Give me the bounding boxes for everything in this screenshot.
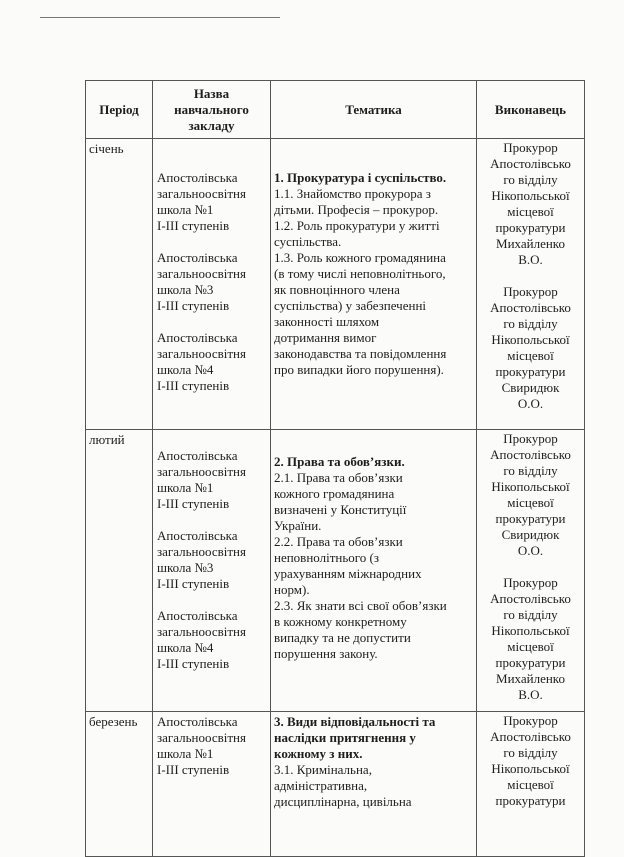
executor-entry [477,431,584,559]
school-line: I-III ступенів [157,218,230,233]
executor-line: Прокурор [503,431,558,446]
executor-line: місцевої [507,639,554,654]
executor-line: прокуратури [495,793,566,808]
table-row [86,430,585,712]
topic-line: (в тому числі неповнолітнього, [274,266,446,281]
executor-line: го відділу [503,463,558,478]
executor-line: О.О. [517,543,544,558]
executor-line: Апостолівсько [490,729,571,744]
topic-line: неповнолітнього (з [274,550,379,565]
period-cell: січень [86,139,153,430]
executor-entry [477,713,584,809]
school-entry [157,714,270,778]
executor-entry [477,575,584,703]
executor-line: Михайленко [496,236,565,251]
executor-line: прокуратури [495,655,566,670]
topic-line: як повноцінного члена [274,282,400,297]
school-cell [153,139,271,430]
school-line: I-III ступенів [157,496,230,511]
school-line: загальноосвітня [157,464,246,479]
executor-line: Нікопольської [491,761,570,776]
school-line: школа №4 [157,362,214,377]
executor-line: В.О. [518,252,543,267]
header-school-line: закладу [188,117,235,133]
header-topic: Тематика [271,81,477,139]
executor-line: місцевої [507,495,554,510]
topic-line: законності шляхом [274,314,380,329]
header-school [153,81,271,139]
topic-line: 1.2. Роль прокуратури у житті [274,218,440,233]
executor-line: Прокурор [503,575,558,590]
school-line: I-III ступенів [157,298,230,313]
school-line: школа №1 [157,202,214,217]
executor-cell [477,139,585,430]
executor-line: го відділу [503,316,558,331]
school-line: школа №1 [157,480,214,495]
school-line: загальноосвітня [157,346,246,361]
school-line: Апостолівська [157,714,238,729]
topic-line: 2.2. Права та обов’язки [274,534,403,549]
executor-line: Прокурор [503,284,558,299]
executor-line: Апостолівсько [490,156,571,171]
executor-line: го відділу [503,745,558,760]
school-entry [157,250,270,314]
schedule-table [85,80,585,857]
school-line: Апостолівська [157,170,238,185]
topic-line: в кожному конкретному [274,614,407,629]
topic-line: 3.1. Кримінальна, [274,762,372,777]
school-line: I-III ступенів [157,762,230,777]
executor-line: Свиридюк [501,380,560,395]
executor-line: прокуратури [495,364,566,379]
executor-line: прокуратури [495,511,566,526]
school-entry [157,170,270,234]
executor-line: Нікопольської [491,188,570,203]
executor-line: В.О. [518,687,543,702]
topic-line: дисциплінарна, цивільна [274,794,412,809]
topic-line: норм). [274,582,310,597]
school-line: загальноосвітня [157,266,246,281]
topic-line: дітьми. Професія – прокурор. [274,202,439,217]
topic-line: урахуванням міжнародних [274,566,422,581]
period-cell: березень [86,712,153,857]
executor-line: Нікопольської [491,479,570,494]
topic-line: визначені у Конституції [274,502,407,517]
school-line: Апостолівська [157,528,238,543]
header-period: Період [86,81,153,139]
topic-title-line: 3. Види відповідальності та [274,714,436,729]
topic-line: 1.3. Роль кожного громадянина [274,250,446,265]
school-line: школа №1 [157,746,214,761]
topic-title-line: наслідки притягнення у [274,730,416,745]
top-rule [40,17,280,18]
table-row [86,712,585,857]
school-entry [157,330,270,394]
executor-line: місцевої [507,777,554,792]
topic-line: 1.1. Знайомство прокурора з [274,186,431,201]
school-line: школа №4 [157,640,214,655]
executor-line: го відділу [503,172,558,187]
executor-line: го відділу [503,607,558,622]
topic-cell [271,139,477,430]
topic-title: 2. Права та обов’язки. [274,454,405,469]
topic-line: суспільства) у забезпеченні [274,298,427,313]
school-line: Апостолівська [157,608,238,623]
topic-title-line: кожному з них. [274,746,363,761]
executor-line: Нікопольської [491,623,570,638]
school-cell [153,430,271,712]
school-line: школа №3 [157,560,214,575]
topic-line: України. [274,518,322,533]
topic-cell [271,712,477,857]
school-line: I-III ступенів [157,656,230,671]
executor-cell [477,712,585,857]
executor-line: Апостолівсько [490,591,571,606]
school-line: загальноосвітня [157,186,246,201]
school-line: Апостолівська [157,250,238,265]
school-entry [157,608,270,672]
topic-title: 1. Прокуратура і суспільство. [274,170,447,185]
topic-line: суспільства. [274,234,342,249]
period-cell: лютий [86,430,153,712]
topic-line: законодавства та повідомлення [274,346,447,361]
header-school-line: навчального [174,101,249,117]
executor-line: Михайленко [496,671,565,686]
executor-line: Прокурор [503,140,558,155]
school-line: загальноосвітня [157,624,246,639]
school-entry [157,448,270,512]
school-line: I-III ступенів [157,378,230,393]
school-line: Апостолівська [157,448,238,463]
school-line: Апостолівська [157,330,238,345]
executor-entry [477,284,584,412]
executor-line: місцевої [507,204,554,219]
table-row [86,139,585,430]
topic-line: кожного громадянина [274,486,395,501]
header-executor: Виконавець [477,81,585,139]
executor-line: місцевої [507,348,554,363]
topic-line: випадку та не допустити [274,630,411,645]
topic-line: адміністративна, [274,778,368,793]
school-line: I-III ступенів [157,576,230,591]
header-row [86,81,585,139]
topic-line: 2.1. Права та обов’язки [274,470,403,485]
executor-line: Нікопольської [491,332,570,347]
school-line: загальноосвітня [157,730,246,745]
topic-line: порушення закону. [274,646,378,661]
executor-line: Апостолівсько [490,300,571,315]
topic-line: 2.3. Як знати всі свої обов’язки [274,598,447,613]
executor-line: О.О. [517,396,544,411]
school-cell [153,712,271,857]
school-entry [157,528,270,592]
executor-line: прокуратури [495,220,566,235]
executor-line: Прокурор [503,713,558,728]
executor-entry [477,140,584,268]
executor-line: Апостолівсько [490,447,571,462]
school-line: школа №3 [157,282,214,297]
executor-cell [477,430,585,712]
executor-line: Свиридюк [501,527,560,542]
school-line: загальноосвітня [157,544,246,559]
topic-cell [271,430,477,712]
topic-line: дотримання вимог [274,330,377,345]
header-school-line: Назва [193,85,230,101]
topic-line: про випадки його порушення). [274,362,444,377]
